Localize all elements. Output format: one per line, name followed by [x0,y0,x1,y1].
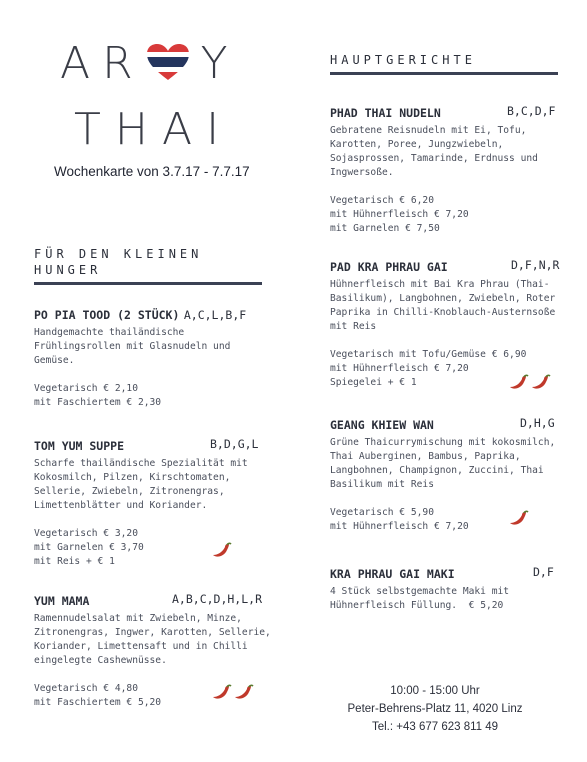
dish-description-text: 4 Stück selbstgemachte Maki mit Hühnerfleisch Füllung. [330,586,510,611]
address: Peter-Behrens-Platz 11, 4020 Linz [347,703,523,715]
phone: Tel.: +43 677 623 811 49 [371,721,499,733]
price-line: Vegetarisch € 4,80 [34,683,138,694]
dish-name: YUM MAMA [34,594,90,608]
dish-description [330,585,560,613]
dish-allergens: D,F,N,R [511,258,560,272]
price-line: mit Hühnerfleisch € 7,20 [330,209,469,220]
price-line: Vegetarisch € 6,20 [330,195,434,206]
chili-pepper-icon [234,684,254,705]
heart-thai-flag-icon [145,42,191,93]
dish-allergens: B,D,G,L [210,437,259,451]
price-line: mit Faschiertem € 5,20 [34,697,162,708]
price-line: mit Reis + € 1 [34,556,115,567]
chili-pepper-icon [531,374,551,395]
dish-allergens: D,H,G [520,416,555,430]
dish-maki [330,565,560,613]
section-rule-right [330,72,558,75]
price-line: mit Faschiertem € 2,30 [34,397,162,408]
dish-description: Handgemachte thailändische Frühlingsrollen mit Glasnudeln und Gemüse. [34,327,231,366]
logo-right-text: Y [200,38,240,89]
section-title-main-dishes: HAUPTGERICHTE [330,53,476,67]
price-line: mit Garnelen € 7,50 [330,223,440,234]
week-subtitle: Wochenkarte von 3.7.17 - 7.7.17 [54,164,250,179]
price-line: Vegetarisch € 5,90 [330,507,434,518]
dish-phad-thai [330,104,560,236]
dish-kra-phrau [330,258,560,390]
price-line: Spiegelei + € 1 [330,377,417,388]
dish-name: GEANG KHIEW WAN [330,418,434,432]
dish-name: PAD KRA PHRAU GAI [330,260,448,274]
dish-description: Hühnerfleisch mit Bai Kra Phrau (Thai-Basilikum), Langbohnen, Zwiebeln, Roter Paprika in Chilli-Knoblauch-Austernsoße mit Reis [330,279,556,332]
dish-description: Gebratene Reisnudeln mit Ei, Tofu, Karotten, Poree, Jungzwiebeln, Sojasprossen, Tamarinde, Erdnuss und Ingwersoße. [330,125,538,178]
chili-pepper-icon [509,374,529,395]
dish-name: PHAD THAI NUDELN [330,106,441,120]
section-title-small-hunger: FÜR DEN KLEINEN HUNGER [34,247,203,277]
dish-name: PO PIA TOOD (2 STÜCK) [34,308,180,322]
price-line: Vegetarisch mit Tofu/Gemüse € 6,90 [330,349,527,360]
dish-description: Scharfe thailändische Spezialität mit Kokosmilch, Pilzen, Kirschtomaten, Sellerie, Zwiebeln, Zitronengras, Limettenblätter und Koriander. [34,458,248,511]
dish-description: Ramennudelsalat mit Zwiebeln, Minze, Zitronengras, Ingwer, Karotten, Sellerie, Koriander, Limettensaft und in Chilli eingelegte Cashewnüsse. [34,613,271,666]
dish-tom-yum [34,437,274,569]
dish-allergens: A,C,L,B,F [183,308,247,322]
dish-allergens: B,C,D,F [507,104,556,118]
dish-price-inline: € 5,20 [468,600,504,611]
price-line: Vegetarisch € 2,10 [34,383,138,394]
chili-pepper-icon [212,542,232,563]
chili-pepper-icon [212,684,232,705]
footer-info [320,682,550,736]
chili-pepper-icon [509,510,529,531]
dish-name: KRA PHRAU GAI MAKI [330,567,455,581]
dish-description: Grüne Thaicurrymischung mit kokosmilch, Thai Auberginen, Bambus, Paprika, Langbohnen, Champignon, Zuccini, Thai Basilikum mit Reis [330,437,556,490]
opening-hours: 10:00 - 15:00 Uhr [390,685,480,697]
logo-left-text: AR [60,38,145,89]
price-line: mit Hühnerfleisch € 7,20 [330,521,469,532]
dish-po-pia [34,306,274,410]
price-line: Vegetarisch € 3,20 [34,528,138,539]
dish-allergens: D,F [533,565,554,579]
dish-allergens: A,B,C,D,H,L,R [172,592,263,606]
logo-top [60,38,240,93]
section-rule-left [34,282,262,285]
logo-bottom: THAI [74,104,234,155]
dish-name: TOM YUM SUPPE [34,439,125,453]
price-line: mit Hühnerfleisch € 7,20 [330,363,469,374]
price-line: mit Garnelen € 3,70 [34,542,144,553]
